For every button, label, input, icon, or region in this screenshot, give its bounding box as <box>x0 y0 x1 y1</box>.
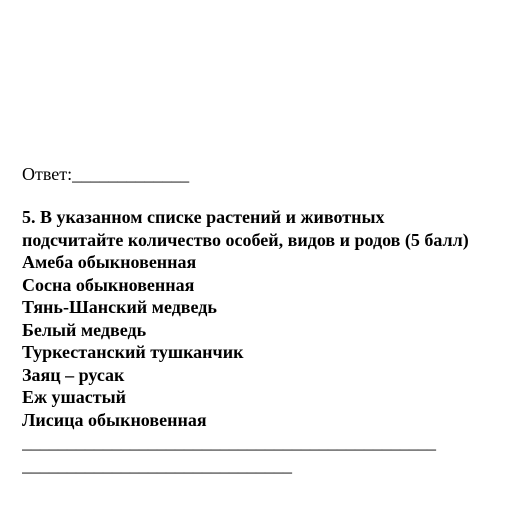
answer-rule-line-1: ______________________________________________ <box>22 432 436 452</box>
task-heading-line-2: подсчитайте количество особей, видов и родов (5 балл) <box>22 229 469 250</box>
task-heading-line-1: 5. В указанном списке растений и животных <box>22 207 385 227</box>
list-item: Заяц – русак <box>22 364 125 385</box>
list-item: Туркестанский тушканчик <box>22 342 244 362</box>
list-item: Еж ушастый <box>22 387 127 407</box>
list-item: Тянь-Шанский медведь <box>22 297 217 317</box>
document-page <box>22 163 517 476</box>
list-item: Амеба обыкновенная <box>22 252 197 272</box>
answer-label: Ответ:_____________ <box>22 164 190 184</box>
list-item: Сосна обыкновенная <box>22 274 195 295</box>
list-item: Белый медведь <box>22 319 147 340</box>
answer-rule-line-2: ______________________________ <box>22 454 292 475</box>
spacer <box>22 185 517 206</box>
species-list <box>22 251 517 431</box>
list-item: Лисица обыкновенная <box>22 409 207 430</box>
